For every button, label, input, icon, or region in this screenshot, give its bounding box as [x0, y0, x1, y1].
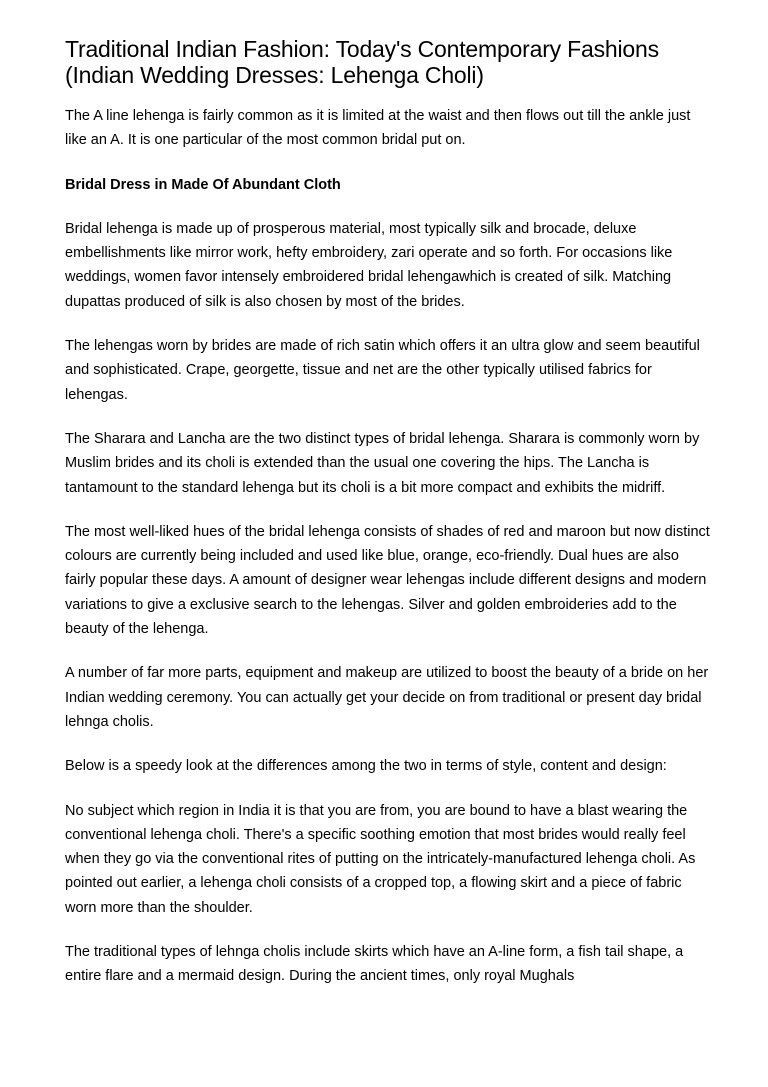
paragraph-materials: Bridal lehenga is made up of prosperous material, most typically silk and brocade, deluxe embellishments like mirror work, hefty embroidery, zari operate and so forth. For occasions like weddings, women favor intensely embroidered bridal lehengawhich is created of silk. Matching dupattas produced of silk is also chosen by most of the brides.: [65, 220, 673, 310]
paragraph-traditional-types: The traditional types of lehnga cholis include skirts which have an A-line form, a fish tail shape, a entire flare and a mermaid design. During the ancient times, only royal Mughals: [65, 944, 684, 985]
paragraph-hues: The most well-liked hues of the bridal lehenga consists of shades of red and maroon but now distinct colours are currently being included and used like blue, orange, eco-friendly. Dual hues are also fairly popular these days. A amount of designer wear lehengas include different designs and modern variations to give a exclusive search to the lehengas. Silver and golden embroideries add to the beauty of the lehenga.: [65, 523, 710, 638]
paragraph-differences: Below is a speedy look at the differences among the two in terms of style, content and design:: [65, 758, 667, 775]
document-page: [65, 36, 711, 989]
document-title: [65, 36, 711, 88]
title-line-2: (Indian Wedding Dresses: Lehenga Choli): [65, 62, 484, 88]
title-line-1: Traditional Indian Fashion: Today's Contemporary Fashions: [65, 36, 659, 62]
paragraph-conventional: No subject which region in India it is that you are from, you are bound to have a blast wearing the conventional lehenga choli. There's a specific soothing emotion that most brides would really feel when they go via the conventional rites of putting on the intricately-manufactured lehenga choli. As pointed out earlier, a lehenga choli consists of a cropped top, a flowing skirt and a piece of fabric worn more than the shoulder.: [65, 802, 696, 916]
intro-paragraph: The A line lehenga is fairly common as it is limited at the waist and then flows out till the ankle just like an A. It is one particular of the most common bridal put on.: [65, 108, 691, 149]
section-heading: Bridal Dress in Made Of Abundant Cloth: [65, 176, 341, 193]
paragraph-fabrics: The lehengas worn by brides are made of rich satin which offers it an ultra glow and seem beautiful and sophisticated. Crape, georgette, tissue and net are the other typically utilised fabrics for lehengas.: [65, 338, 700, 403]
paragraph-types: The Sharara and Lancha are the two distinct types of bridal lehenga. Sharara is commonly worn by Muslim brides and its choli is extended than the usual one covering the hips. The Lancha is tantamount to the standard lehenga but its choli is a bit more compact and exhibits the midriff.: [65, 430, 700, 496]
paragraph-accessories: A number of far more parts, equipment and makeup are utilized to boost the beauty of a bride on her Indian wedding ceremony. You can actually get your decide on from traditional or present day bridal lehnga cholis.: [65, 665, 709, 730]
